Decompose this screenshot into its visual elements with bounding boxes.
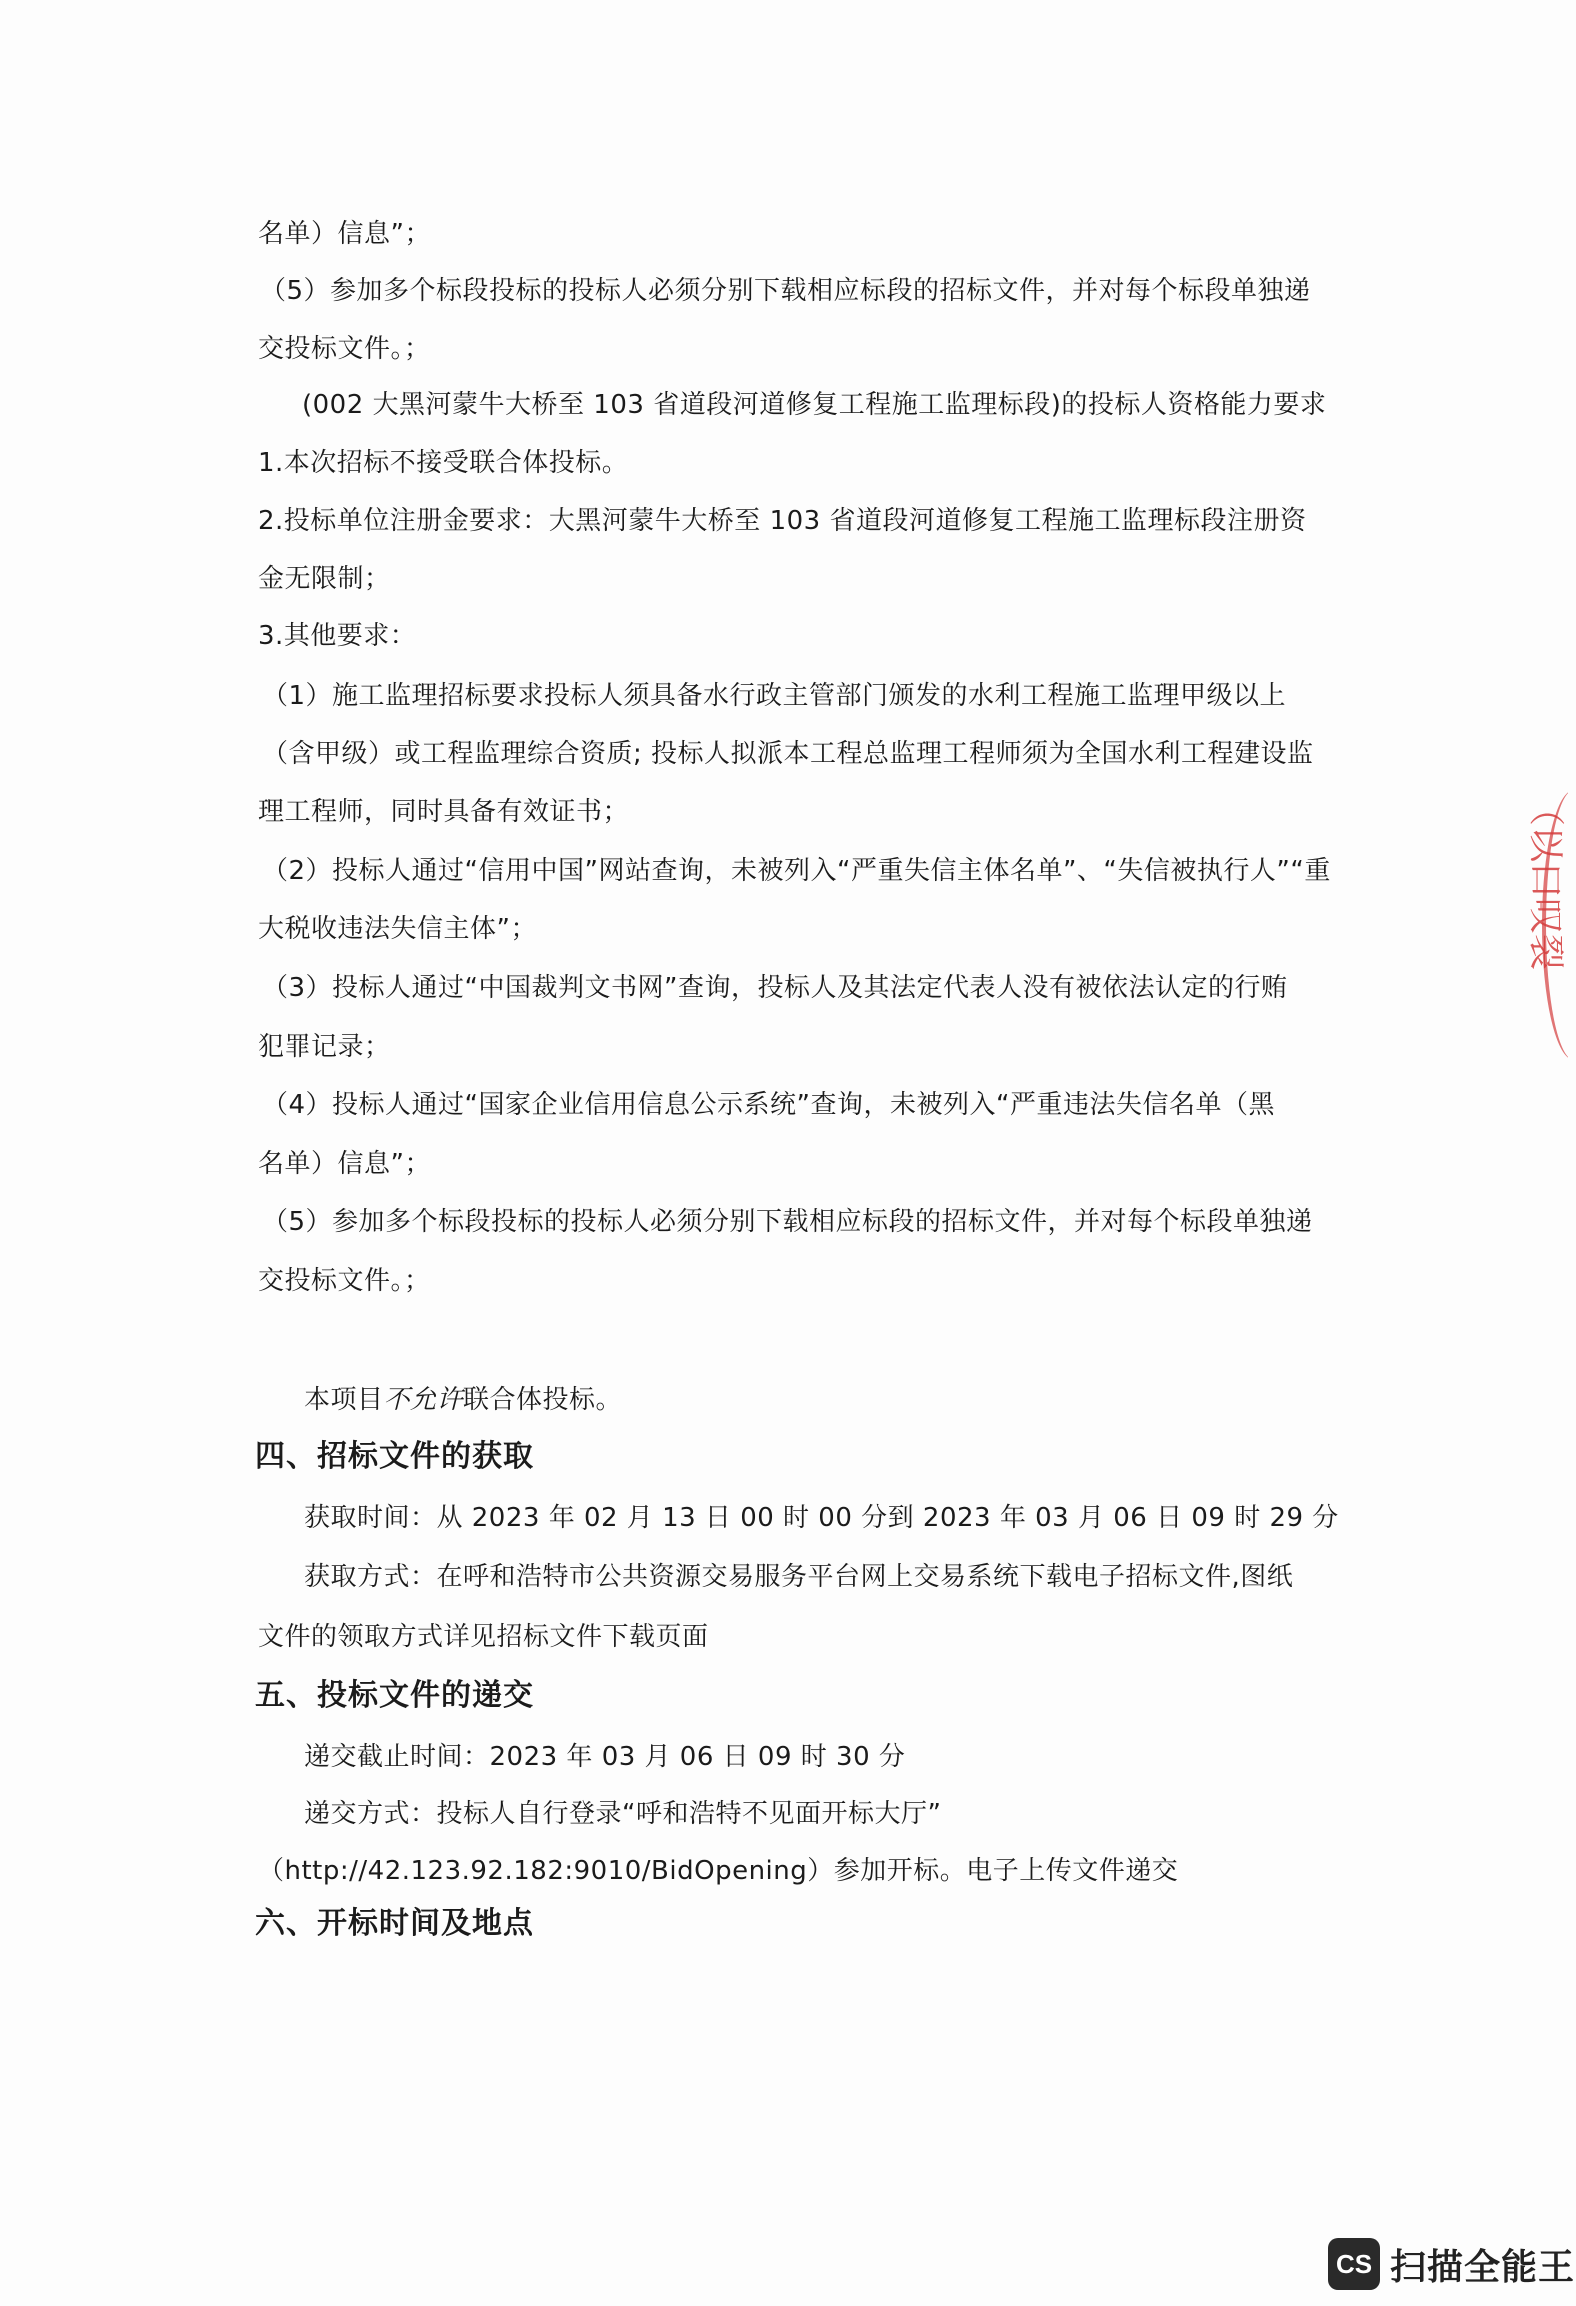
scanner-watermark	[1328, 2236, 1575, 2292]
consortium-suffix: 联合体投标。	[463, 1385, 623, 1415]
seal-text: （以口叹裂	[1525, 790, 1566, 971]
body-line-7: 金无限制；	[258, 564, 391, 594]
camscanner-logo-icon: CS	[1328, 2238, 1380, 2290]
red-seal-stamp	[1522, 790, 1568, 1060]
scanner-app-name: 扫描全能王	[1390, 2246, 1576, 2288]
body-line-2: （5）参加多个标段投标的投标人必须分别下载相应标段的招标文件，并对每个标段单独递	[260, 276, 1311, 306]
body-line-14: （3）投标人通过“中国裁判文书网”查询，投标人及其法定代表人没有被依法认定的行贿	[262, 973, 1288, 1003]
consortium-statement	[304, 1384, 622, 1416]
consortium-prefix: 本项目	[304, 1385, 384, 1415]
body-line-16: （4）投标人通过“国家企业信用信息公示系统”查询，未被列入“严重违法失信名单（黑	[262, 1090, 1275, 1120]
section-6-heading: 六、开标时间及地点	[255, 1906, 534, 1941]
section-5-method-1: 递交方式：投标人自行登录“呼和浩特不见面开标大厅”	[304, 1799, 942, 1829]
section-4-method-1: 获取方式：在呼和浩特市公共资源交易服务平台网上交易系统下载电子招标文件,图纸	[304, 1562, 1294, 1592]
body-line-9: （1）施工监理招标要求投标人须具备水行政主管部门颁发的水利工程施工监理甲级以上	[262, 681, 1287, 711]
section-5-method-2: （http://42.123.92.182:9010/BidOpening）参加开标。电子上传文件递交	[258, 1856, 1179, 1886]
section-5-deadline: 递交截止时间：2023 年 03 月 06 日 09 时 30 分	[304, 1742, 906, 1772]
body-line-8: 3.其他要求：	[258, 621, 417, 651]
section-4-method-2: 文件的领取方式详见招标文件下载页面	[258, 1622, 709, 1652]
body-line-6: 2.投标单位注册金要求：大黑河蒙牛大桥至 103 省道段河道修复工程施工监理标段注册资	[258, 506, 1307, 536]
body-line-5: 1.本次招标不接受联合体投标。	[258, 448, 629, 478]
body-line-11: 理工程师，同时具备有效证书；	[258, 797, 630, 827]
section-4-heading: 四、招标文件的获取	[255, 1439, 534, 1474]
consortium-handwritten: 不允许	[383, 1385, 464, 1415]
body-line-15: 犯罪记录；	[258, 1032, 391, 1062]
body-line-17: 名单）信息”；	[258, 1149, 431, 1179]
body-line-18: （5）参加多个标段投标的投标人必须分别下载相应标段的招标文件，并对每个标段单独递	[262, 1207, 1313, 1237]
body-line-19: 交投标文件。；	[258, 1266, 431, 1296]
section-5-heading: 五、投标文件的递交	[255, 1678, 534, 1713]
body-line-1: 名单）信息”；	[258, 219, 431, 249]
body-line-10: （含甲级）或工程监理综合资质; 投标人拟派本工程总监理工程师须为全国水利工程建设监	[262, 739, 1314, 769]
body-line-3: 交投标文件。；	[258, 334, 431, 364]
body-line-13: 大税收违法失信主体”；	[258, 914, 537, 944]
section-4-time: 获取时间：从 2023 年 02 月 13 日 00 时 00 分到 2023 年 03 月 06 日 09 时 29 分	[304, 1503, 1339, 1533]
body-line-12: （2）投标人通过“信用中国”网站查询，未被列入“严重失信主体名单”、“失信被执行人”“重	[262, 856, 1331, 886]
body-line-4: (002 大黑河蒙牛大桥至 103 省道段河道修复工程施工监理标段)的投标人资格能力要求	[302, 390, 1327, 420]
